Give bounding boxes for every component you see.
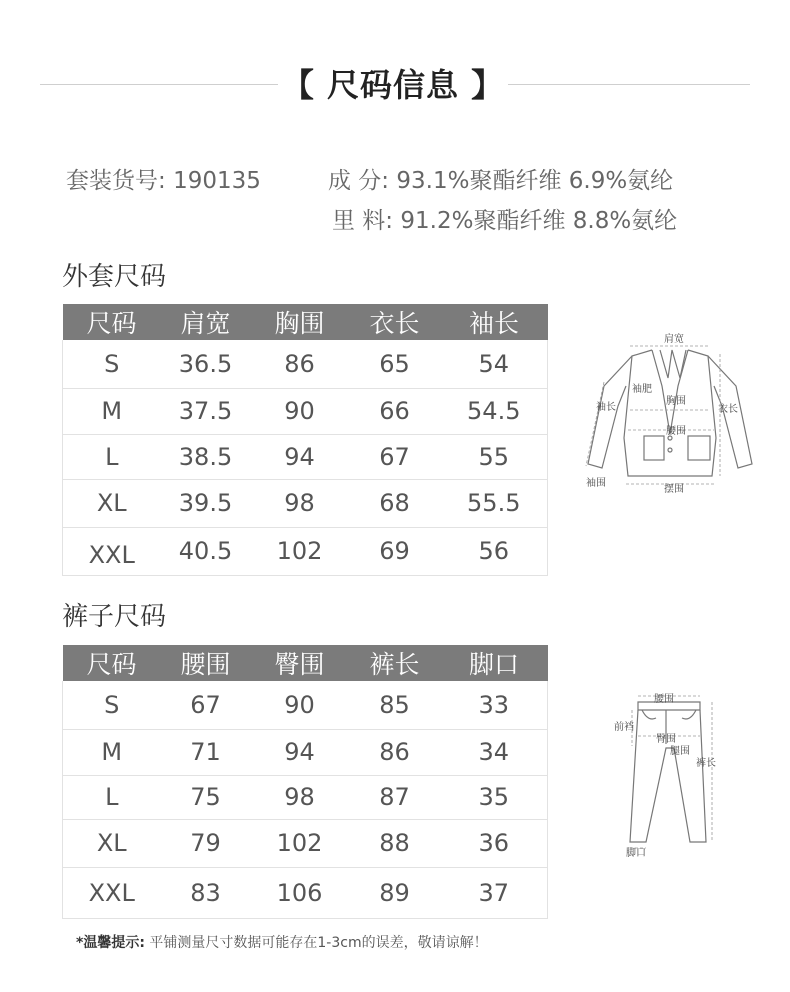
- table-cell: 69: [349, 527, 441, 575]
- size-cell: S: [63, 340, 161, 388]
- size-cell: S: [63, 681, 161, 729]
- header-divider-right: [508, 84, 750, 85]
- thigh-label: 腿围: [670, 746, 690, 757]
- left-pocket: [644, 436, 664, 460]
- front-rise-label: 前裆: [614, 722, 634, 733]
- sleeve-length-label: 袖长: [596, 402, 616, 413]
- table-cell: 102: [251, 819, 349, 867]
- header-cell: 尺码: [63, 645, 161, 681]
- table-cell: 54.5: [441, 388, 548, 434]
- lining-label: 里 料:: [332, 208, 394, 234]
- table-row: [63, 527, 548, 575]
- table-cell: 94: [251, 434, 349, 479]
- table-cell: 35: [441, 775, 548, 819]
- table-cell: 83: [161, 867, 251, 918]
- size-cell: XL: [63, 819, 161, 867]
- jacket-body-outline: [624, 350, 716, 476]
- shoulder-label: 肩宽: [664, 334, 684, 345]
- table-header-row: [63, 304, 548, 340]
- table-cell: 36: [441, 819, 548, 867]
- table-row: [63, 867, 548, 918]
- table-cell: 87: [349, 775, 441, 819]
- sleeve-width-label: 袖肥: [632, 384, 652, 395]
- table-cell: 67: [161, 681, 251, 729]
- leg-opening-label: 脚口: [626, 848, 646, 859]
- table-cell: 40.5: [161, 527, 251, 575]
- note-text: 平铺测量尺寸数据可能存在1-3cm的误差，敬请谅解！: [149, 935, 488, 951]
- button: [668, 448, 672, 452]
- table-cell: 86: [349, 729, 441, 775]
- header-cell: 裤长: [349, 645, 441, 681]
- header-cell: 肩宽: [161, 304, 251, 340]
- table-row: [63, 819, 548, 867]
- table-header-row: [63, 645, 548, 681]
- table-row: [63, 388, 548, 434]
- header-cell: 腰围: [161, 645, 251, 681]
- table-cell: 75: [161, 775, 251, 819]
- table-cell: 39.5: [161, 479, 251, 527]
- table-cell: 86: [251, 340, 349, 388]
- style-number-label: 套装货号:: [66, 168, 166, 194]
- table-cell: 55: [441, 434, 548, 479]
- page-title: 【 尺码信息 】: [281, 66, 505, 104]
- style-number-value: 190135: [173, 168, 261, 194]
- right-pocket: [682, 710, 696, 719]
- size-cell: XXL: [63, 527, 161, 575]
- table-row: [63, 681, 548, 729]
- header-cell: 臀围: [251, 645, 349, 681]
- pants-section-title: 裤子尺码: [62, 602, 167, 632]
- composition-value: 93.1%聚酯纤维 6.9%氨纶: [396, 168, 674, 194]
- header-cell: 尺码: [63, 304, 161, 340]
- length-label: 裤长: [696, 758, 716, 769]
- waist-label: 腰围: [666, 426, 686, 437]
- header-cell: 脚口: [441, 645, 548, 681]
- lining-value: 91.2%聚酯纤维 8.8%氨纶: [400, 208, 678, 234]
- table-row: [63, 775, 548, 819]
- table-row: [63, 479, 548, 527]
- table-cell: 37.5: [161, 388, 251, 434]
- table-cell: 90: [251, 681, 349, 729]
- lining: [332, 202, 677, 235]
- pants-outline: [630, 710, 706, 842]
- table-cell: 98: [251, 775, 349, 819]
- left-pocket: [642, 710, 656, 719]
- table-cell: 89: [349, 867, 441, 918]
- table-cell: 54: [441, 340, 548, 388]
- header-cell: 衣长: [349, 304, 441, 340]
- table-cell: 102: [251, 527, 349, 575]
- table-cell: 98: [251, 479, 349, 527]
- table-row: [63, 340, 548, 388]
- pants-size-table: [62, 645, 548, 919]
- table-cell: 36.5: [161, 340, 251, 388]
- header-divider-left: [40, 84, 278, 85]
- chest-label: 胸围: [666, 396, 686, 407]
- table-cell: 71: [161, 729, 251, 775]
- style-number: [66, 162, 261, 195]
- note-label: *温馨提示:: [76, 935, 145, 951]
- table-cell: 68: [349, 479, 441, 527]
- table-cell: 37: [441, 867, 548, 918]
- composition: [328, 162, 673, 195]
- sleeve-guide: [586, 382, 604, 466]
- table-cell: 79: [161, 819, 251, 867]
- hip-label: 臀围: [656, 734, 676, 745]
- table-cell: 38.5: [161, 434, 251, 479]
- table-cell: 33: [441, 681, 548, 729]
- table-cell: 106: [251, 867, 349, 918]
- jacket-size-table: [62, 304, 548, 576]
- composition-label: 成 分:: [328, 168, 390, 194]
- table-cell: 90: [251, 388, 349, 434]
- table-cell: 55.5: [441, 479, 548, 527]
- size-cell: M: [63, 729, 161, 775]
- pants-measurement-diagram: [608, 688, 728, 860]
- table-cell: 65: [349, 340, 441, 388]
- right-pocket: [688, 436, 710, 460]
- hem-label: 摆围: [664, 484, 684, 495]
- waist-label: 腰围: [654, 694, 674, 705]
- size-cell: XL: [63, 479, 161, 527]
- size-cell: XXL: [63, 867, 161, 918]
- table-cell: 34: [441, 729, 548, 775]
- header-cell: 胸围: [251, 304, 349, 340]
- table-row: [63, 434, 548, 479]
- jacket-section-title: 外套尺码: [62, 262, 167, 292]
- header-cell: 袖长: [441, 304, 548, 340]
- table-row: [63, 729, 548, 775]
- table-cell: 56: [441, 527, 548, 575]
- table-cell: 88: [349, 819, 441, 867]
- table-cell: 94: [251, 729, 349, 775]
- measurement-note: [76, 932, 488, 952]
- cuff-label: 袖围: [586, 478, 606, 489]
- table-cell: 66: [349, 388, 441, 434]
- length-label: 衣长: [718, 404, 738, 415]
- jacket-measurement-diagram: [580, 326, 760, 498]
- jacket-collar: [660, 350, 686, 378]
- size-cell: M: [63, 388, 161, 434]
- table-cell: 67: [349, 434, 441, 479]
- size-cell: L: [63, 434, 161, 479]
- table-cell: 85: [349, 681, 441, 729]
- size-cell: L: [63, 775, 161, 819]
